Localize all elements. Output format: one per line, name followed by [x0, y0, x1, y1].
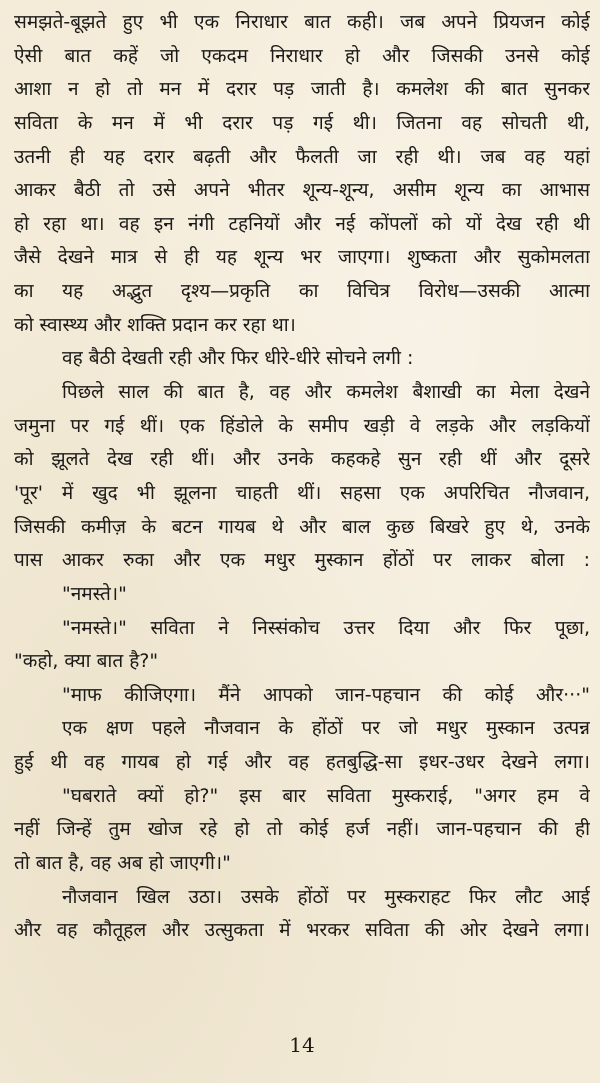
text-line: आशा न हो तो मन में दरार पड़ जाती है। कमलेश की बात सुनकर — [14, 78, 590, 101]
text-line: जिसकी कमीज़ के बटन गायब थे और बाल कुछ बिखरे हुए थे, उनके — [14, 515, 590, 538]
text-line: समझते-बूझते हुए भी एक निराधार बात कही। जब अपने प्रियजन कोई — [14, 11, 590, 33]
text-line: आकर बैठी तो उसे अपने भीतर शून्य-शून्य, असीम शून्य का आभास — [14, 179, 590, 202]
text-line: नौजवान खिल उठा। उसके होंठों पर मुस्कराहट फिर लौट आई — [62, 885, 590, 908]
text-line: "नमस्ते।" सविता ने निस्संकोच उत्तर दिया और फिर पूछा, — [62, 616, 590, 639]
text-line: पिछले साल की बात है, वह और कमलेश बैशाखी का मेला देखने — [62, 381, 590, 404]
text-line: "नमस्ते।" — [62, 582, 127, 605]
body-text — [14, 6, 590, 948]
text-line: एक क्षण पहले नौजवान के होंठों पर जो मधुर मुस्कान उत्पन्न — [62, 717, 590, 740]
text-line: पास आकर रुका और एक मधुर मुस्कान होंठों पर लाकर बोला : — [14, 549, 590, 572]
page-number: 14 — [289, 1033, 315, 1057]
text-line: 'पूर' में खुद भी झूलना चाहती थीं। सहसा एक अपरिचित नौजवान, — [14, 481, 590, 504]
text-line: उतनी ही यह दरार बढ़ती और फैलती जा रही थी। जब वह यहां — [14, 145, 590, 168]
book-page — [14, 6, 590, 1083]
text-line: "घबराते क्यों हो?" इस बार सविता मुस्कराई, "अगर हम वे — [62, 784, 590, 807]
text-line: "माफ कीजिएगा। मैंने आपको जान-पहचान की कोई और···" — [62, 683, 590, 706]
text-line: सविता के मन में भी दरार पड़ गई थी। जितना वह सोचती थी, — [14, 111, 590, 134]
text-line: ऐसी बात कहें जो एकदम निराधार हो और जिसकी उनसे कोई — [14, 44, 590, 67]
text-line: का यह अद्भुत दृश्य—प्रकृति का विचित्र विरोध—उसकी आत्मा — [14, 280, 590, 303]
text-line: हो रहा था। वह इन नंगी टहनियों और नई कोंपलों को यों देख रही थी — [14, 212, 590, 235]
text-line: हुई थी वह गायब हो गई और वह हतबुद्धि-सा इधर-उधर देखने लगा। — [14, 751, 590, 774]
text-line: जमुना पर गई थीं। एक हिंडोले के समीप खड़ी वे लड़के और लड़कियों — [14, 414, 590, 437]
text-line: जैसे देखने मात्र से ही यह शून्य भर जाएगा। शुष्कता और सुकोमलता — [14, 246, 590, 269]
text-line: तो बात है, वह अब हो जाएगी।" — [14, 852, 231, 875]
text-line: और वह कौतूहल और उत्सुकता में भरकर सविता की ओर देखने लगा। — [14, 919, 590, 942]
text-line: नहीं जिन्हें तुम खोज रहे हो तो कोई हर्ज नहीं। जान-पहचान की ही — [14, 818, 590, 841]
text-line: को झूलते देख रही थीं। और उनके कहकहे सुन रही थीं और दूसरे — [14, 448, 590, 471]
text-line: को स्वास्थ्य और शक्ति प्रदान कर रहा था। — [14, 313, 296, 336]
text-line: "कहो, क्या बात है?" — [14, 650, 159, 673]
text-line: वह बैठी देखती रही और फिर धीरे-धीरे सोचने लगी : — [62, 347, 414, 370]
